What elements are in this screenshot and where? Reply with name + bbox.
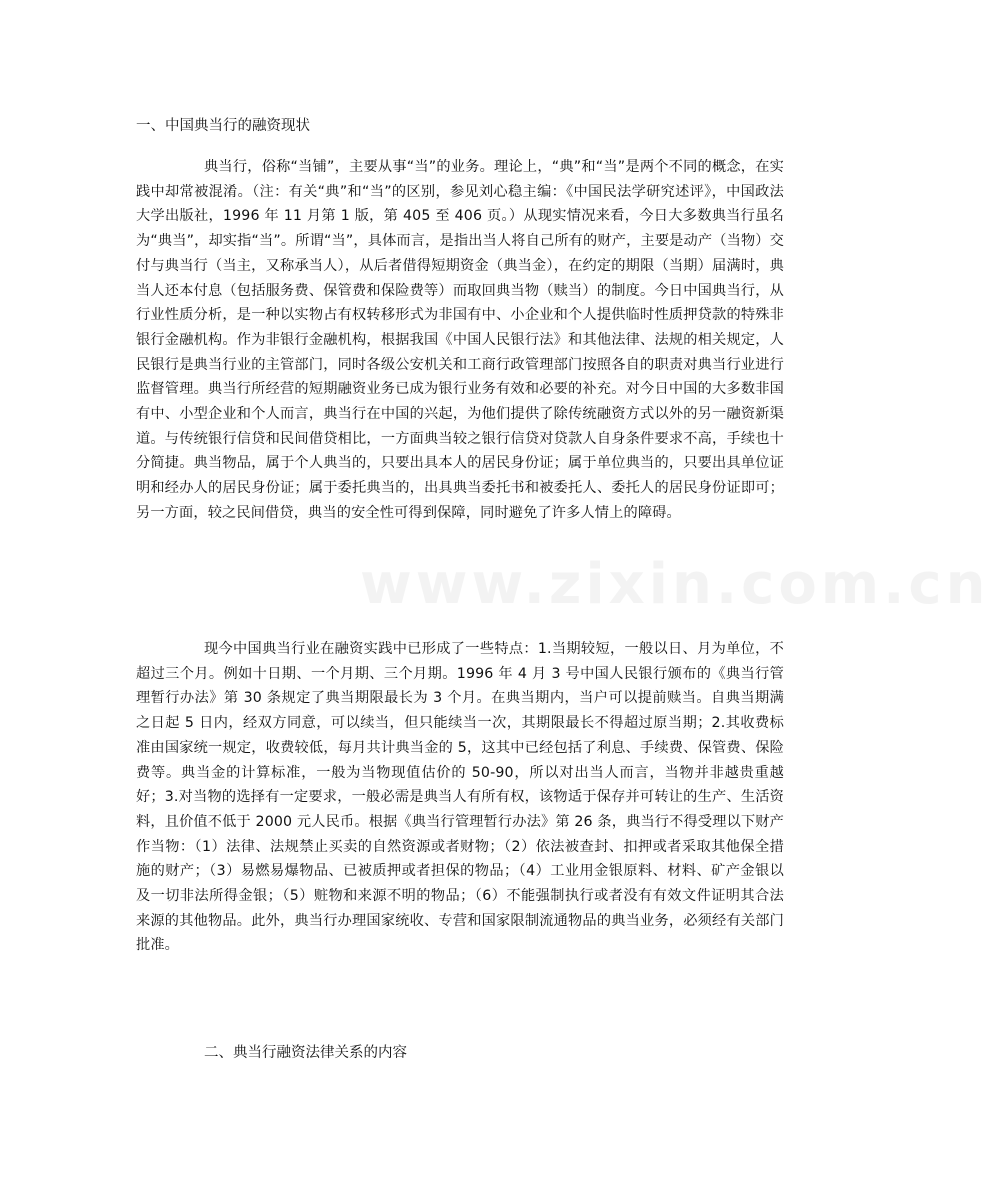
- watermark: www.zixin.com.cn: [360, 552, 990, 617]
- section-heading-2: 二、典当行融资法律关系的内容: [204, 1045, 407, 1061]
- paragraph-2: 现今中国典当行业在融资实践中已形成了一些特点：1.当期较短，一般以日、月为单位，不超过三个月。例如十日期、一个月期、三个月期。1996 年 4 月 3 号中国人民银行颁布的《典当行管理暂行办法》第 30 条规定了典当期限最长为 3 个月。在典当期内，当户可以提前赎当。自典当期满之日起 5 日内，经双方同意，可以续当，但只能续当一次，其期限最长不得超过原当期；2.其收费标准由国家统一规定，收费较低，每月共计典当金的 5，这其中已经包括了利息、手续费、保管费、保险费等。典当金的计算标准，一般为当物现值估价的 50-90，所以对出当人而言，当物并非越贵重越好；3.对当物的选择有一定要求，一般必需是典当人有所有权，该物适于保存并可转让的生产、生活资料，且价值不低于 2000 元人民币。根据《典当行管理暂行办法》第 26 条，典当行不得受理以下财产作当物：（1）法律、法规禁止买卖的自然资源或者财物；（2）依法被查封、扣押或者采取其他保全措施的财产；（3）易燃易爆物品、已被质押或者担保的物品；（4）工业用金银原料、材料、矿产金银以及一切非法所得金银；（5）赃物和来源不明的物品；（6）不能强制执行或者没有有效文件证明其合法来源的其他物品。此外，典当行办理国家统收、专营和国家限制流通物品的典当业务，必须经有关部门批准。: [136, 641, 784, 954]
- paragraph-1: 典当行，俗称“当铺”，主要从事“当”的业务。理论上，“典”和“当”是两个不同的概念，在实践中却常被混淆。（注：有关“典”和“当”的区别，参见刘心稳主编：《中国民法学研究述评》，中国政法大学出版社，1996 年 11 月第 1 版，第 405 至 406 页。）从现实情况来看，今日大多数典当行虽名为“典当”，却实指“当”。所谓“当”，具体而言，是指出当人将自己所有的财产，主要是动产（当物）交付与典当行（当主，又称承当人），从后者借得短期资金（典当金），在约定的期限（当期）届满时，典当人还本付息（包括服务费、保管费和保险费等）而取回典当物（赎当）的制度。今日中国典当行，从行业性质分析，是一种以实物占有权转移形式为非国有中、小企业和个人提供临时性质押贷款的特殊非银行金融机构。作为非银行金融机构，根据我国《中国人民银行法》和其他法律、法规的相关规定，人民银行是典当行业的主管部门，同时各级公安机关和工商行政管理部门按照各自的职责对典当行业进行监督管理。典当行所经营的短期融资业务已成为银行业务有效和必要的补充。对今日中国的大多数非国有中、小型企业和个人而言，典当行在中国的兴起，为他们提供了除传统融资方式以外的另一融资新渠道。与传统银行信贷和民间借贷相比，一方面典当较之银行信贷对贷款人自身条件要求不高，手续也十分简捷。典当物品，属于个人典当的，只要出具本人的居民身份证；属于单位典当的，只要出具单位证明和经办人的居民身份证；属于委托典当的，出具典当委托书和被委托人、委托人的居民身份证即可；另一方面，较之民间借贷，典当的安全性可得到保障，同时避免了许多人情上的障碍。: [136, 159, 784, 521]
- section-heading-1: 一、中国典当行的融资现状: [136, 118, 310, 134]
